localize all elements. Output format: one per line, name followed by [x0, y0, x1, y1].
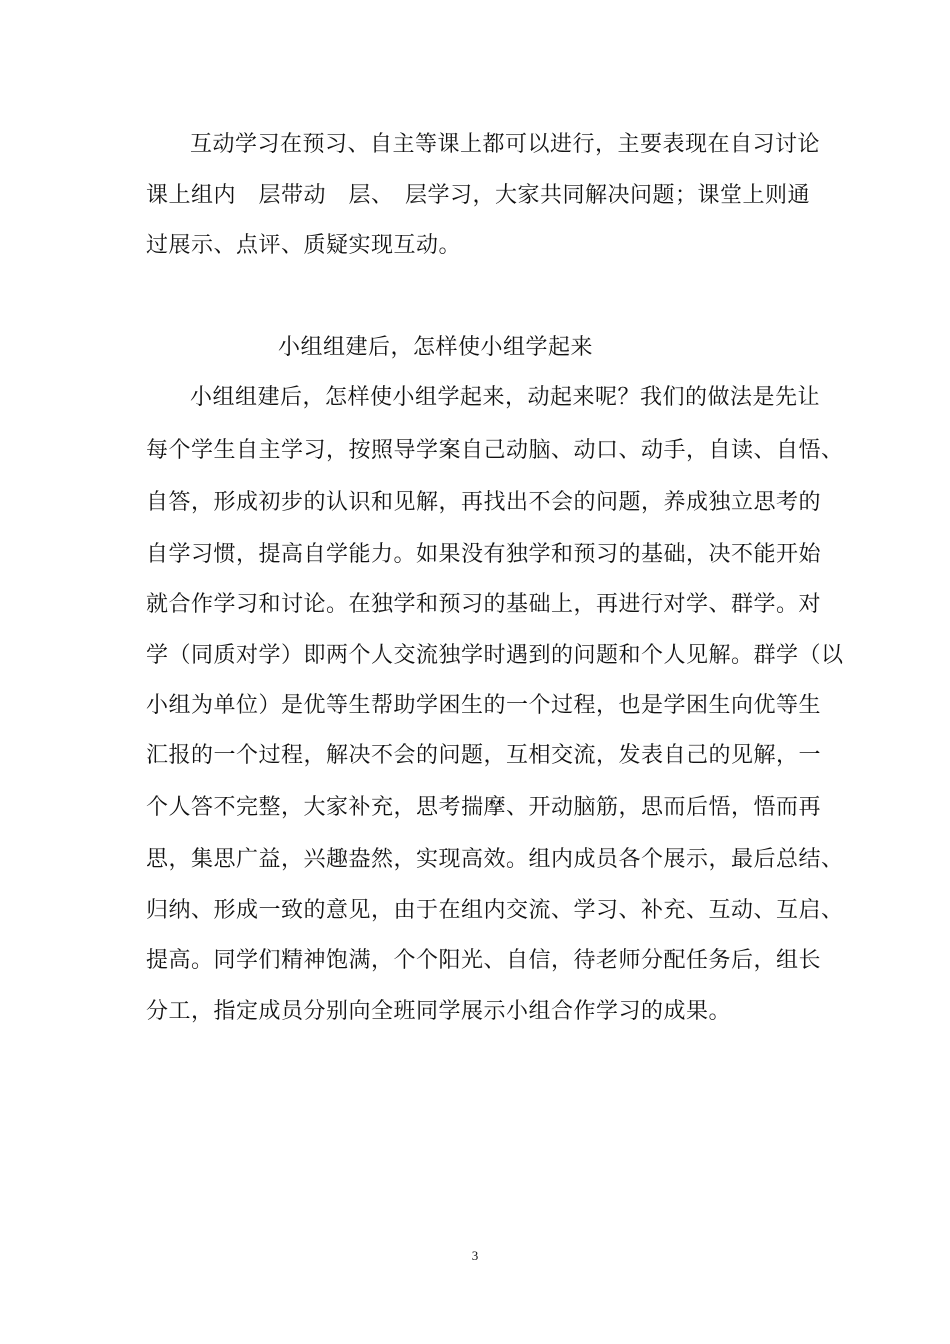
paragraph1-line-1: 互动学习在预习、自主等课上都可以进行，主要表现在自习讨论: [190, 132, 821, 157]
paragraph2-line-8: 汇报的一个过程，解决不会的问题，互相交流，发表自己的见解，一: [146, 743, 822, 768]
paragraph2-line-7: 小组为单位）是优等生帮助学困生的一个过程，也是学困生向优等生: [146, 693, 822, 718]
paragraph2-line-3: 自答，形成初步的认识和见解，再找出不会的问题，养成独立思考的: [146, 490, 822, 515]
paragraph2-line-10: 思，集思广益，兴趣盎然，实现高效。组内成员各个展示，最后总结、: [146, 847, 844, 872]
paragraph2-line-13: 分工，指定成员分别向全班同学展示小组合作学习的成果。: [146, 999, 732, 1024]
paragraph2-line-5: 就合作学习和讨论。在独学和预习的基础上，再进行对学、群学。对: [146, 592, 822, 617]
paragraph2-line-6: 学（同质对学）即两个人交流独学时遇到的问题和个人见解。群学（以: [146, 643, 844, 668]
paragraph2-line-12: 提高。同学们精神饱满，个个阳光、自信，待老师分配任务后，组长: [146, 948, 822, 973]
page-number: 3: [471, 1248, 479, 1263]
paragraph2-line-1: 小组组建后，怎样使小组学起来，动起来呢？我们的做法是先让: [190, 385, 821, 410]
paragraph1-line-3: 过展示、点评、质疑实现互动。: [146, 233, 462, 258]
paragraph2-line-2: 每个学生自主学习，按照导学案自己动脑、动口、动手，自读、自悟、: [146, 438, 844, 463]
paragraph2-line-11: 归纳、形成一致的意见，由于在组内交流、学习、补充、互动、互启、: [146, 898, 844, 923]
section-heading: 小组组建后，怎样使小组学起来: [278, 335, 594, 360]
paragraph2-line-4: 自学习惯，提高自学能力。如果没有独学和预习的基础，决不能开始: [146, 542, 822, 567]
paragraph2-line-9: 个人答不完整，大家补充，思考揣摩、开动脑筋，思而后悟，悟而再: [146, 795, 822, 820]
paragraph1-line-2: 课上组内 层带动 层、 层学习，大家共同解决问题；课堂上则通: [146, 183, 811, 208]
